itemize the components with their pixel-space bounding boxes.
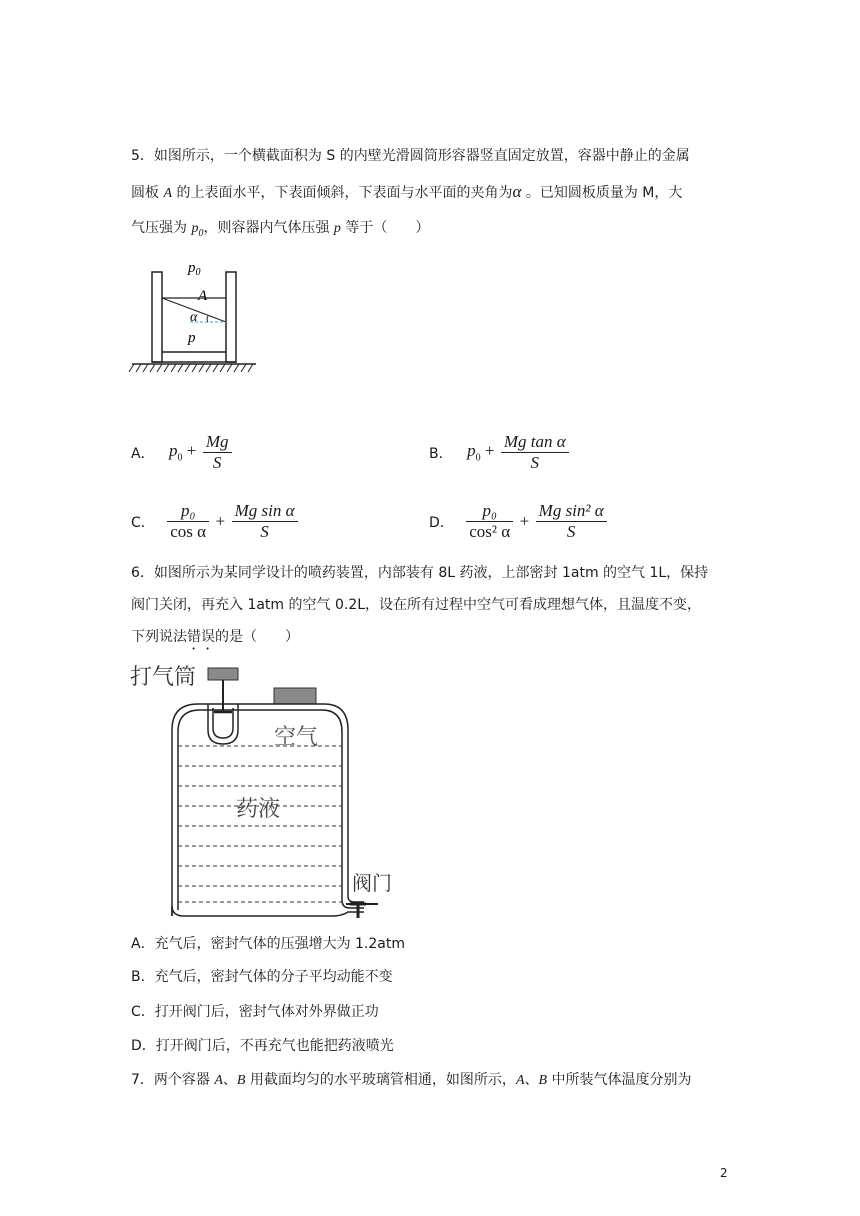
fig-pump-label: 打气筒 (130, 665, 197, 690)
q6-line1: 6．如图所示为某同学设计的喷药装置，内部装有 8L 药液，上部密封 1atm 的空气 1L，保持 (131, 565, 709, 581)
q5-line1: 5．如图所示，一个横截面积为 S 的内壁光滑圆筒形容器竖直固定放置，容器中静止的金属 (131, 148, 690, 164)
q5-option-b: B． $p_0$ + $\frac{\text{Mg tan α}}{S}$ (429, 432, 571, 473)
q6-option-d: D．打开阀门后，不再充气也能把药液喷光 (131, 1038, 394, 1054)
q5-container-figure (128, 256, 258, 376)
q6-option-b: B．充气后，密封气体的分子平均动能不变 (131, 969, 393, 985)
page-number: 2 (720, 1166, 728, 1180)
fig-liquid-label: 药液 (236, 797, 281, 822)
q6-line2: 阀门关闭，再充入 1atm 的空气 0.2L，设在所有过程中空气可看成理想气体，且温度不变， (131, 597, 702, 613)
q6-option-c: C．打开阀门后，密封气体对外界做正功 (131, 1004, 379, 1020)
q5-option-a: A． $p_0$ + $\frac{Mg}{S}$ (131, 432, 234, 473)
q5-line3: 气压强为 $p_0$，则容器内气体压强 p 等于（ ） (131, 220, 430, 239)
q5-option-d: D． $\frac{\text{p₀}}{\text{cos² α}}$ + $\frac{\text{Mg sin² α}}{S}$ (429, 501, 609, 542)
fig-A-label: A (198, 288, 208, 304)
fig-air-label: 空气 (274, 725, 319, 750)
q6-line3: 下列说法错误的是（ ） (131, 629, 299, 645)
q6-sprayer-figure (128, 660, 408, 920)
q5-line2: 圆板 A 的上表面水平，下表面倾斜，下表面与水平面的夹角为α 。已知圆板质量为 M，大 (131, 182, 683, 201)
fig-p-label: p (188, 330, 196, 346)
fig-p0-label: $p_0$ (188, 260, 201, 278)
q6-option-a: A．充气后，密封气体的压强增大为 1.2atm (131, 936, 405, 952)
q5-option-c: C． $\frac{\text{p₀}}{\text{cos α}}$ + $\frac{\text{Mg sin α}}{S}$ (131, 501, 300, 542)
q7-line1: 7．两个容器 A、B 用截面均匀的水平玻璃管相通，如图所示，A、B 中所装气体温度分别为 (131, 1072, 692, 1088)
fig-alpha-label: α (190, 310, 198, 325)
fig-valve-label: 阀门 (352, 871, 392, 895)
